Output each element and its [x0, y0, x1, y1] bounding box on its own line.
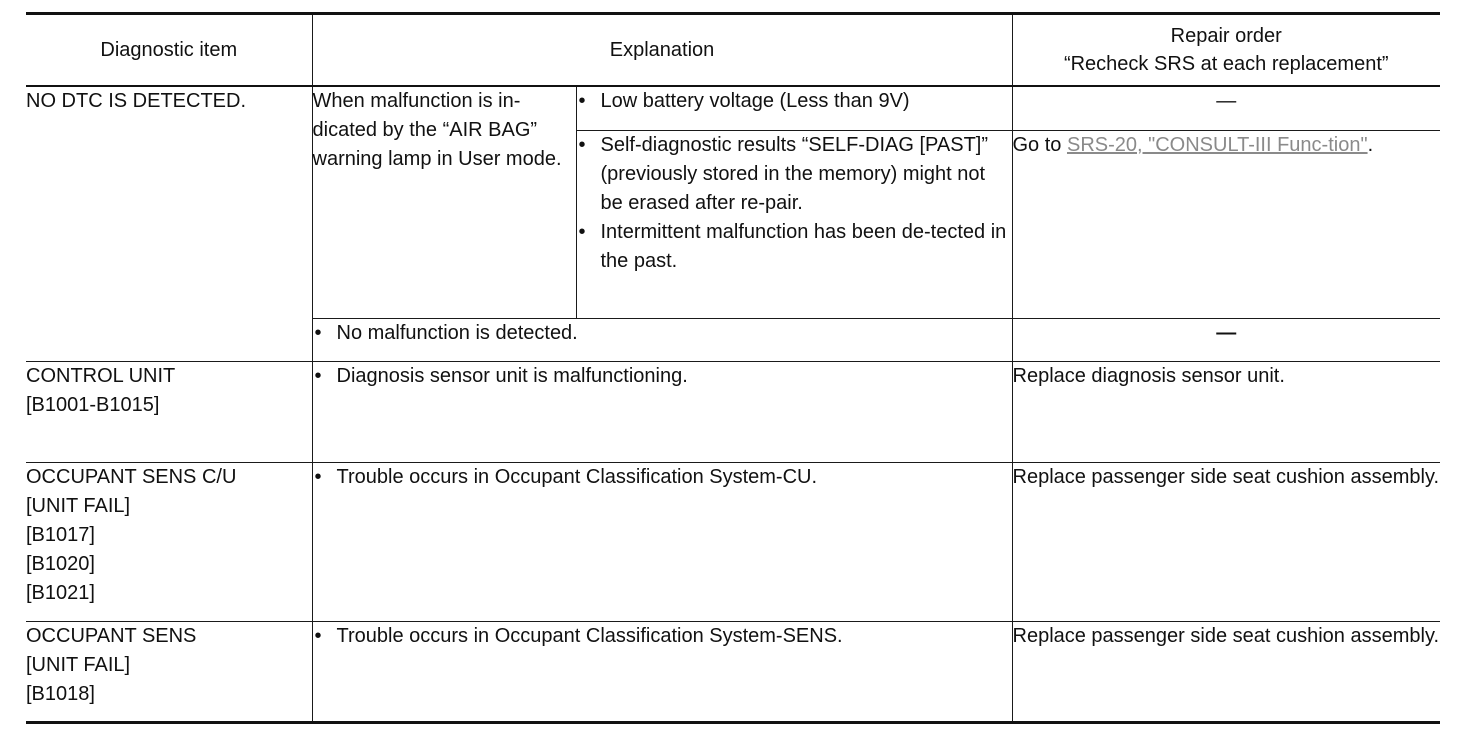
explanation-cell [312, 621, 1012, 722]
repair-cell: Go to SRS-20, "CONSULT-III Func-tion". [1012, 130, 1440, 318]
repair-cell: — [1012, 318, 1440, 361]
diagnostic-item-occupant-sens: OCCUPANT SENS [UNIT FAIL] [B1018] [26, 621, 312, 722]
bullet-item: • Self-diagnostic results “SELF-DIAG [PAST]” (previously stored in the memory) might not be erased after re-pair. [577, 131, 1012, 218]
diagnostic-item-control-unit: CONTROL UNIT [B1001-B1015] [26, 361, 312, 462]
condition-text: When malfunction is in-dicated by the “AIR BAG” warning lamp in User mode. [312, 86, 576, 318]
table-row [26, 621, 1440, 722]
diagnostic-item-no-dtc: NO DTC IS DETECTED. [26, 86, 312, 361]
repair-order-subtitle: “Recheck SRS at each replacement” [1063, 53, 1389, 75]
explanation-cell [312, 462, 1012, 621]
repair-cell: — [1012, 86, 1440, 130]
header-explanation: Explanation [312, 14, 1012, 87]
bullet-item: • Trouble occurs in Occupant Classification System-CU. [313, 463, 1012, 492]
header-row [26, 14, 1440, 87]
bullet-item: • No malfunction is detected. [313, 319, 1012, 348]
bullet-item: • Trouble occurs in Occupant Classification System-SENS. [313, 622, 1012, 651]
header-diagnostic-item: Diagnostic item [26, 14, 312, 87]
explanation-cell [312, 361, 1012, 462]
bullet-item: • Low battery voltage (Less than 9V) [577, 87, 1012, 116]
explanation-cell [312, 318, 1012, 361]
table-row [26, 361, 1440, 462]
explanation-cell [576, 130, 1012, 318]
repair-cell: Replace passenger side seat cushion assembly. [1012, 621, 1440, 722]
bullet-item: • Intermittent malfunction has been de-tected in the past. [577, 218, 1012, 276]
srs-20-consult-link[interactable]: SRS-20, "CONSULT-III Func-tion" [1066, 133, 1368, 156]
diagnosis-table [26, 12, 1440, 724]
repair-cell: Replace passenger side seat cushion assembly. [1012, 462, 1440, 621]
header-repair-order [1012, 14, 1440, 87]
repair-cell: Replace diagnosis sensor unit. [1012, 361, 1440, 462]
diagnostic-item-occupant-sens-cu: OCCUPANT SENS C/U [UNIT FAIL] [B1017] [B1020] [B1021] [26, 462, 312, 621]
explanation-cell [576, 86, 1012, 130]
table-row [26, 462, 1440, 621]
table-row [26, 86, 1440, 130]
bullet-item: • Diagnosis sensor unit is malfunctioning. [313, 362, 1012, 391]
repair-order-title: Repair order [1170, 25, 1282, 47]
